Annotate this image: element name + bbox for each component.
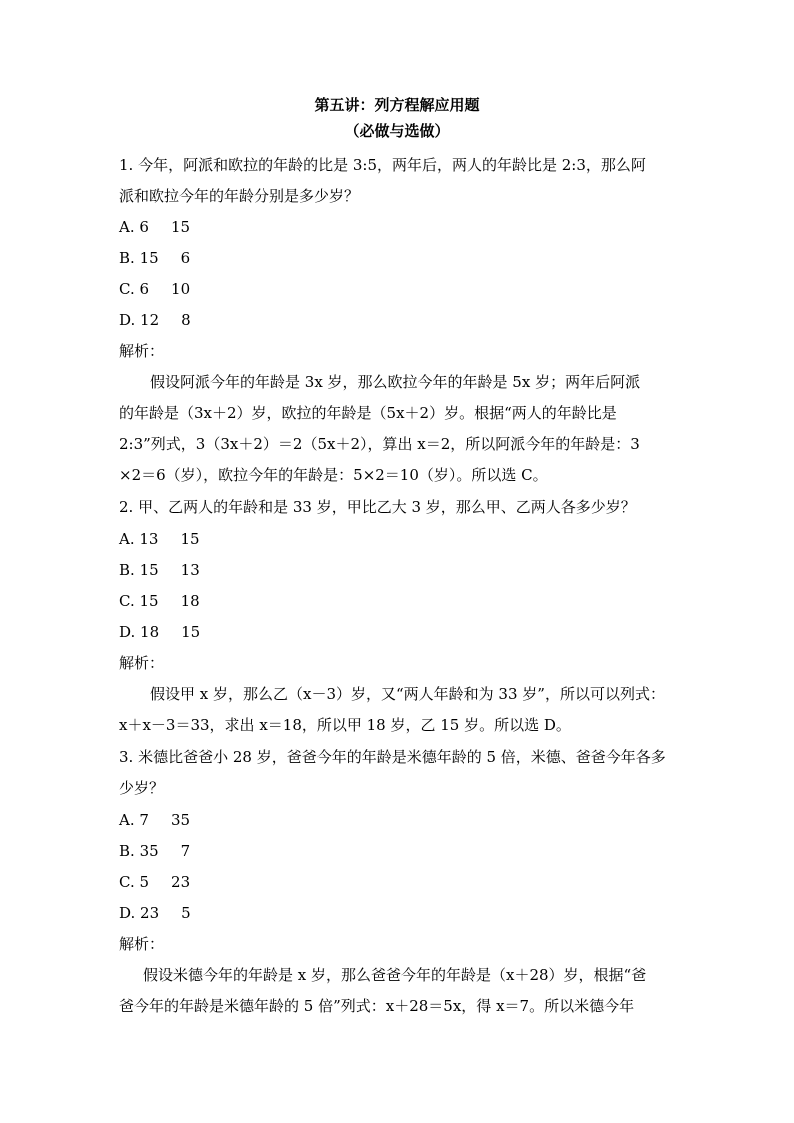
- page-title: 第五讲：列方程解应用题: [314, 96, 480, 114]
- question-2-analysis-line-2: x＋x－3＝33，求出 x＝18，所以甲 18 岁，乙 15 岁。所以选 D。: [119, 716, 571, 734]
- question-1-option-d: [119, 310, 679, 330]
- question-3-option-a: [119, 810, 679, 830]
- option-value-1: 15: [139, 592, 159, 610]
- option-value-1: 5: [139, 873, 150, 891]
- option-value-1: 15: [139, 249, 159, 267]
- option-value-2: 6: [180, 249, 191, 267]
- question-3-stem-line-1: 3. 米德比爸爸小 28 岁，爸爸今年的年龄是米德年龄的 5 倍，米德、爸爸今年各多: [119, 748, 666, 766]
- option-value-2: 23: [171, 873, 191, 891]
- question-2-option-c: [119, 591, 679, 611]
- question-2-option-d: [119, 622, 679, 642]
- option-value-1: 7: [139, 811, 149, 829]
- question-1-option-b: [119, 248, 679, 268]
- question-1-analysis-line-1: 假设阿派今年的年龄是 3x 岁，那么欧拉今年的年龄是 5x 岁；两年后阿派: [150, 373, 641, 391]
- option-letter: A.: [119, 218, 135, 236]
- page-subtitle: （必做与选做）: [344, 122, 450, 140]
- option-letter: D.: [119, 311, 136, 329]
- option-value-1: 35: [139, 842, 159, 860]
- option-value-2: 35: [170, 811, 191, 829]
- question-1-analysis-line-3: 2:3”列式，3（3x＋2）＝2（5x＋2），算出 x＝2，所以阿派今年的年龄是：3: [119, 435, 640, 453]
- option-value-2: 7: [180, 842, 191, 860]
- question-1-stem-line-1: 1. 今年，阿派和欧拉的年龄的比是 3:5，两年后，两人的年龄比是 2:3，那么阿: [119, 156, 646, 174]
- question-3-analysis-label: 解析：: [119, 935, 165, 953]
- option-letter: D.: [119, 623, 136, 641]
- option-letter: D.: [119, 904, 136, 922]
- option-letter: B.: [119, 249, 135, 267]
- option-letter: C.: [119, 280, 135, 298]
- option-value-2: 15: [181, 623, 201, 641]
- question-2-analysis-label: 解析：: [119, 654, 165, 672]
- option-value-2: 15: [180, 530, 200, 548]
- question-1-option-c: [119, 279, 679, 299]
- option-value-1: 6: [139, 280, 150, 298]
- option-value-1: 12: [140, 311, 160, 329]
- option-value-1: 15: [139, 561, 159, 579]
- question-1-analysis-line-2: 的年龄是（3x＋2）岁，欧拉的年龄是（5x＋2）岁。根据“两人的年龄比是: [119, 404, 617, 422]
- option-letter: B.: [119, 561, 135, 579]
- question-3-analysis-line-2: 爸今年的年龄是米德年龄的 5 倍”列式：x＋28＝5x，得 x＝7。所以米德今年: [119, 997, 635, 1015]
- option-letter: B.: [119, 842, 135, 860]
- question-1-stem-line-2: 派和欧拉今年的年龄分别是多少岁？: [119, 187, 360, 205]
- option-letter: A.: [119, 530, 135, 548]
- option-value-2: 8: [181, 311, 191, 329]
- question-1-analysis-line-4: ×2＝6（岁），欧拉今年的年龄是：5×2＝10（岁）。所以选 C。: [119, 466, 548, 484]
- option-letter: A.: [119, 811, 135, 829]
- option-value-1: 23: [140, 904, 160, 922]
- question-2-option-a: [119, 529, 679, 549]
- option-value-1: 6: [139, 218, 149, 236]
- question-3-stem-line-2: 少岁？: [119, 779, 165, 797]
- option-value-1: 13: [139, 530, 159, 548]
- question-3-analysis-line-1: 假设米德今年的年龄是 x 岁，那么爸爸今年的年龄是（x＋28）岁，根据“爸: [143, 966, 647, 984]
- question-2-option-b: [119, 560, 679, 580]
- option-value-2: 13: [180, 561, 200, 579]
- option-letter: C.: [119, 592, 135, 610]
- question-1-option-a: [119, 217, 679, 237]
- question-2-stem-line-1: 2. 甲、乙两人的年龄和是 33 岁，甲比乙大 3 岁，那么甲、乙两人各多少岁？: [119, 498, 636, 516]
- option-value-2: 5: [181, 904, 191, 922]
- option-value-2: 15: [170, 218, 191, 236]
- option-value-2: 18: [180, 592, 200, 610]
- question-2-analysis-line-1: 假设甲 x 岁，那么乙（x－3）岁，又“两人年龄和为 33 岁”，所以可以列式：: [150, 685, 665, 703]
- option-value-2: 10: [171, 280, 191, 298]
- question-1-analysis-label: 解析：: [119, 342, 165, 360]
- option-letter: C.: [119, 873, 135, 891]
- question-3-option-d: [119, 903, 679, 923]
- question-3-option-c: [119, 872, 679, 892]
- question-3-option-b: [119, 841, 679, 861]
- option-value-1: 18: [140, 623, 160, 641]
